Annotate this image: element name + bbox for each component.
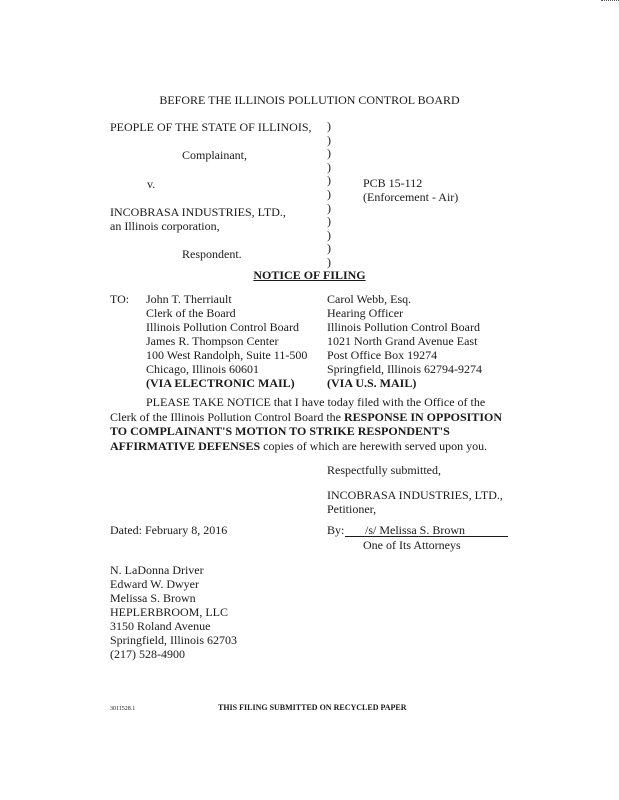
recipient-left (146, 292, 307, 390)
signature-title: One of Its Attorneys (363, 538, 461, 552)
paren: ) (327, 119, 331, 133)
recipient-left-line: James R. Thompson Center (146, 334, 279, 348)
case-type: (Enforcement - Air) (363, 190, 459, 204)
recipient-right (327, 292, 482, 390)
counsel-line: Edward W. Dwyer (110, 577, 199, 591)
recipient-right-line: Hearing Officer (327, 306, 404, 320)
signature-line (345, 523, 508, 537)
document-id: 3011528.1 (110, 706, 136, 712)
paren: ) (327, 132, 331, 147)
recipient-right-method: (VIA U.S. MAIL) (327, 376, 417, 390)
recipient-left-method: (VIA ELECTRONIC MAIL) (146, 376, 295, 390)
paren: ) (327, 186, 331, 201)
recycled-paper-notice: THIS FILING SUBMITTED ON RECYCLED PAPER (218, 703, 407, 712)
versus-label: v. (147, 177, 156, 191)
page-corner-mark (601, 0, 619, 5)
recipient-right-line: Carol Webb, Esq. (327, 292, 412, 306)
date-line: Dated: February 8, 2016 (110, 523, 228, 537)
case-number: PCB 15-112 (363, 176, 423, 190)
to-label: TO: (110, 292, 130, 306)
counsel-line: HEPLERBROOM, LLC (110, 605, 229, 619)
counsel-line: Springfield, Illinois 62703 (110, 633, 237, 647)
plaintiff-role: Complainant, (182, 148, 247, 162)
paren: ) (327, 159, 331, 174)
recipient-right-line: Springfield, Illinois 62794-9274 (327, 362, 482, 376)
respectfully-submitted: Respectfully submitted, (327, 463, 441, 477)
counsel-line: Melissa S. Brown (110, 591, 196, 605)
notice-paragraph (110, 395, 510, 453)
filed-document-title: RESPONSE IN OPPOSITION TO COMPLAINANT'S MOTION TO STRIKE RESPONDENT'S AFFIRMATIVE DEFENSES (110, 409, 503, 453)
recipient-left-line: 100 West Randolph, Suite 11-500 (146, 348, 308, 362)
recipient-left-line: Chicago, Illinois 60601 (146, 362, 259, 376)
signature-by: By: (327, 523, 345, 537)
recipient-right-line: Post Office Box 19274 (327, 348, 438, 362)
paren: ) (327, 146, 331, 161)
defendant-name: INCOBRASA INDUSTRIES, LTD., (110, 205, 286, 219)
counsel-line: N. LaDonna Driver (110, 563, 204, 577)
notice-text-intro: PLEASE TAKE NOTICE that I have today filed with the Office of the Clerk of the Illinois Pollution Control Board the (110, 395, 486, 424)
closing-role: Petitioner, (327, 502, 377, 516)
plaintiff-name: PEOPLE OF THE STATE OF ILLINOIS, (110, 120, 312, 134)
counsel-block (110, 563, 237, 661)
counsel-line: (217) 528-4900 (110, 647, 185, 661)
defendant-description: an Illinois corporation, (110, 219, 220, 233)
caption-parentheses (327, 120, 331, 270)
paren: ) (327, 227, 331, 242)
signature-name: /s/ Melissa S. Brown (365, 523, 466, 537)
paren: ) (327, 200, 331, 215)
paren: ) (327, 241, 331, 256)
counsel-line: 3150 Roland Avenue (110, 619, 211, 633)
recipient-right-line: 1021 North Grand Avenue East (327, 334, 478, 348)
recipient-right-line: Illinois Pollution Control Board (327, 320, 481, 334)
paren: ) (327, 173, 331, 188)
notice-text-end: copies of which are herewith served upon you. (260, 438, 488, 453)
board-heading: BEFORE THE ILLINOIS POLLUTION CONTROL BOARD (159, 93, 460, 107)
paren: ) (327, 254, 331, 269)
recipient-left-line: Clerk of the Board (146, 306, 236, 320)
notice-title: NOTICE OF FILING (253, 268, 366, 282)
defendant-role: Respondent. (182, 247, 242, 261)
recipient-left-line: Illinois Pollution Control Board (146, 320, 300, 334)
paren: ) (327, 214, 331, 229)
recipient-left-line: John T. Therriault (146, 292, 232, 306)
closing-firm: INCOBRASA INDUSTRIES, LTD., (327, 488, 503, 502)
